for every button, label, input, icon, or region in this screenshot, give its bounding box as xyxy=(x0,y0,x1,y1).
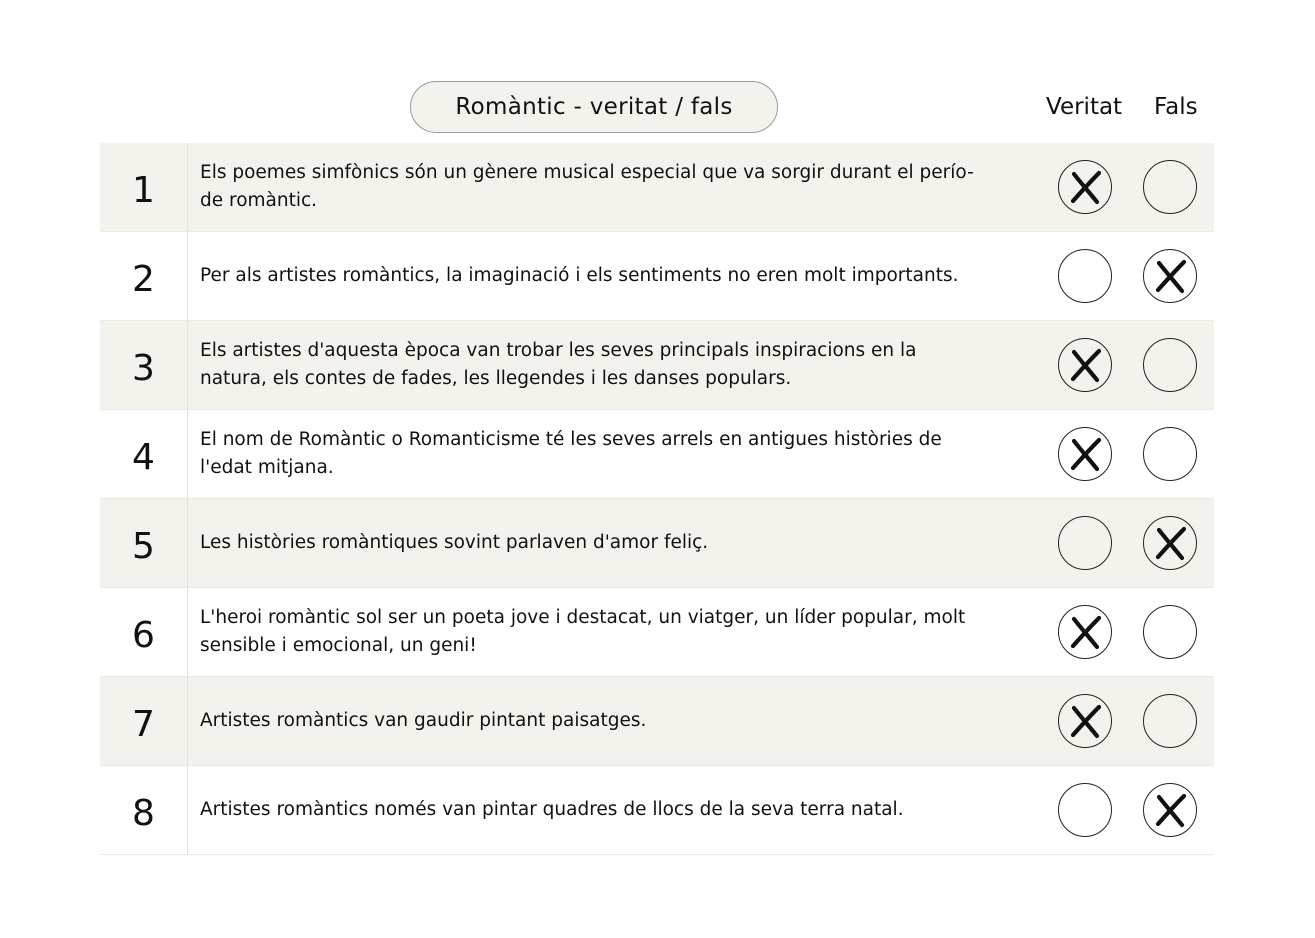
worksheet-title xyxy=(410,81,778,133)
row-number: 5 xyxy=(100,499,188,587)
statement-text xyxy=(200,410,980,498)
x-mark-icon xyxy=(1144,784,1196,836)
answer-true-checkbox[interactable] xyxy=(1058,516,1112,570)
x-mark-icon xyxy=(1144,517,1196,569)
answer-false-checkbox[interactable] xyxy=(1143,783,1197,837)
statement-label: Els poemes simfònics són un gènere musical especial que va sorgir durant el perío-de romàntic. xyxy=(200,162,974,211)
statement-label: L'heroi romàntic sol ser un poeta jove i destacat, un viatger, un líder popular, molt sensible i emocional, un geni! xyxy=(200,607,966,656)
statement-text xyxy=(200,766,980,854)
answer-true-checkbox[interactable] xyxy=(1058,605,1112,659)
row-number: 1 xyxy=(100,143,188,231)
answer-false-checkbox[interactable] xyxy=(1143,427,1197,481)
statement-text xyxy=(200,143,980,231)
column-header-true: Veritat xyxy=(1046,94,1123,120)
statement-label: Per als artistes romàntics, la imaginació i els sentiments no eren molt importants. xyxy=(200,265,959,286)
statement-text xyxy=(200,677,980,765)
worksheet-title-text: Romàntic - veritat / fals xyxy=(455,94,733,120)
answer-false-checkbox[interactable] xyxy=(1143,338,1197,392)
table-row xyxy=(100,232,1214,321)
x-mark-icon xyxy=(1144,250,1196,302)
row-number: 8 xyxy=(100,766,188,854)
answer-false-checkbox[interactable] xyxy=(1143,605,1197,659)
x-mark-icon xyxy=(1059,339,1111,391)
answer-true-checkbox[interactable] xyxy=(1058,427,1112,481)
statement-label: Artistes romàntics van gaudir pintant paisatges. xyxy=(200,710,647,731)
statement-text xyxy=(200,588,980,676)
table-row xyxy=(100,143,1214,232)
answer-true-checkbox[interactable] xyxy=(1058,694,1112,748)
answer-false-checkbox[interactable] xyxy=(1143,516,1197,570)
row-number: 3 xyxy=(100,321,188,409)
answer-true-checkbox[interactable] xyxy=(1058,160,1112,214)
row-number: 6 xyxy=(100,588,188,676)
true-false-table xyxy=(100,143,1214,855)
table-row xyxy=(100,499,1214,588)
answer-false-checkbox[interactable] xyxy=(1143,249,1197,303)
table-row xyxy=(100,321,1214,410)
answer-true-checkbox[interactable] xyxy=(1058,783,1112,837)
answer-false-checkbox[interactable] xyxy=(1143,694,1197,748)
statement-label: Els artistes d'aquesta època van trobar les seves principals inspiracions en la natura, els contes de fades, les llegendes i les danses populars. xyxy=(200,340,917,389)
statement-label: Les històries romàntiques sovint parlaven d'amor feliç. xyxy=(200,532,709,553)
table-row xyxy=(100,410,1214,499)
table-row xyxy=(100,588,1214,677)
x-mark-icon xyxy=(1059,428,1111,480)
statement-text xyxy=(200,321,980,409)
statement-text xyxy=(200,499,980,587)
statement-label: Artistes romàntics només van pintar quadres de llocs de la seva terra natal. xyxy=(200,799,904,820)
column-header-false: Fals xyxy=(1154,94,1198,120)
row-number: 7 xyxy=(100,677,188,765)
row-number: 4 xyxy=(100,410,188,498)
answer-false-checkbox[interactable] xyxy=(1143,160,1197,214)
statement-label: El nom de Romàntic o Romanticisme té les seves arrels en antigues històries de l'edat mitjana. xyxy=(200,429,942,478)
row-number: 2 xyxy=(100,232,188,320)
statement-text xyxy=(200,232,980,320)
x-mark-icon xyxy=(1059,695,1111,747)
table-row xyxy=(100,766,1214,855)
table-row xyxy=(100,677,1214,766)
answer-true-checkbox[interactable] xyxy=(1058,249,1112,303)
x-mark-icon xyxy=(1059,606,1111,658)
x-mark-icon xyxy=(1059,161,1111,213)
answer-true-checkbox[interactable] xyxy=(1058,338,1112,392)
